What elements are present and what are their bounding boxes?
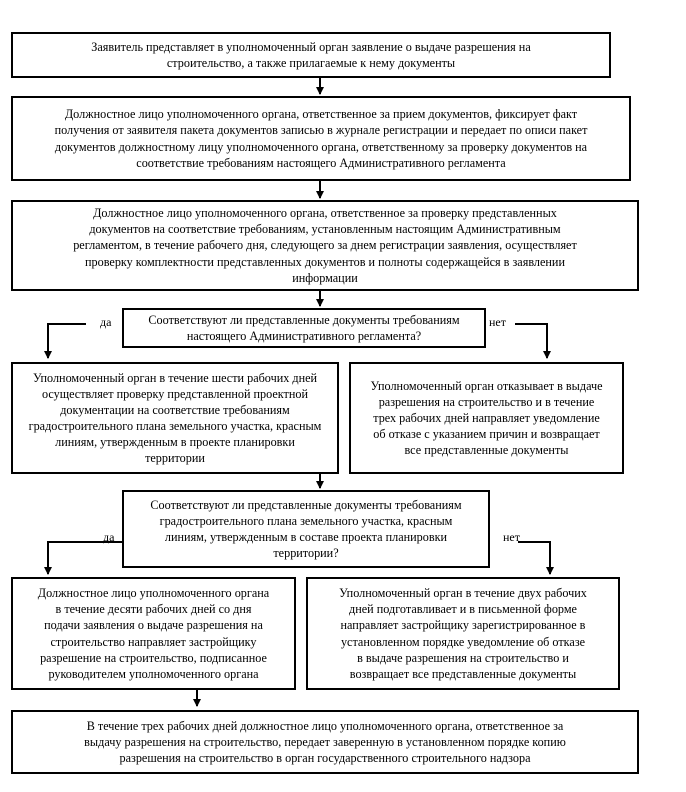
decision-regulation-compliance: Соответствуют ли представленные документы требованиям настоящего Административного регламента? [122,308,486,348]
step-check-completeness: Должностное лицо уполномоченного органа, ответственное за проверку представленных документов на соответствие требованиям, установленным настоящим Административным регламентом, в течение рабочего дня, следующего за днем регистрации заявления, осуществляет проверку комплектности представленных документов и полноты содержащейся в заявлении информации [11,200,639,291]
step-check-project-docs: Уполномоченный орган в течение шести рабочих дней осуществляет проверку представленной проектной документации на соответствие требованиям градостроительного плана земельного участка, красным линиям, утвержденным в проекте планировки территории [11,362,339,474]
arrow-q2-yes [48,542,122,574]
step-submit-application: Заявитель представляет в уполномоченный орган заявление о выдаче разрешения на строительство, а также прилагаемые к нему документы [11,32,611,78]
step-send-refusal-notice: Уполномоченный орган в течение двух рабочих дней подготавливает и в письменной форме направляет застройщику зарегистрированное в установленном порядке уведомление об отказе в выдаче разрешения на строительство и возвращает все представленные документы [306,577,620,690]
step-send-permit-copy: В течение трех рабочих дней должностное лицо уполномоченного органа, ответственное за выдачу разрешения на строительство, передает заверенную в установленном порядке копию разрешения на строительство в орган государственного строительного надзора [11,710,639,774]
label-no-1: нет [489,315,506,329]
label-no-2: нет [503,530,520,544]
step-issue-permit: Должностное лицо уполномоченного органа в течение десяти рабочих дней со дня подачи заявления о выдаче разрешения на строительство направляет застройщику разрешение на строительство, подписанное руководителем уполномоченного органа [11,577,296,690]
arrow-q1-no [515,324,547,358]
step-register-documents: Должностное лицо уполномоченного органа, ответственное за прием документов, фиксирует факт получения от заявителя пакета документов записью в журнале регистрации и передает по описи пакет документов должностному лицу уполномоченного органа, ответственному за проверку документов на соответствие требованиям настоящего Административного регламента [11,96,631,181]
decision-urban-plan-compliance: Соответствуют ли представленные документы требованиям градостроительного плана земельного участка, красным линиям, утвержденным в составе проекта планировки территории? [122,490,490,568]
arrow-q1-yes [48,324,86,358]
arrow-q2-no [518,542,550,574]
label-yes-2: да [103,530,115,544]
label-yes-1: да [100,315,112,329]
step-refuse-permit: Уполномоченный орган отказывает в выдаче разрешения на строительство и в течение трех рабочих дней направляет уведомление об отказе с указанием причин и возвращает все представленные документы [349,362,624,474]
